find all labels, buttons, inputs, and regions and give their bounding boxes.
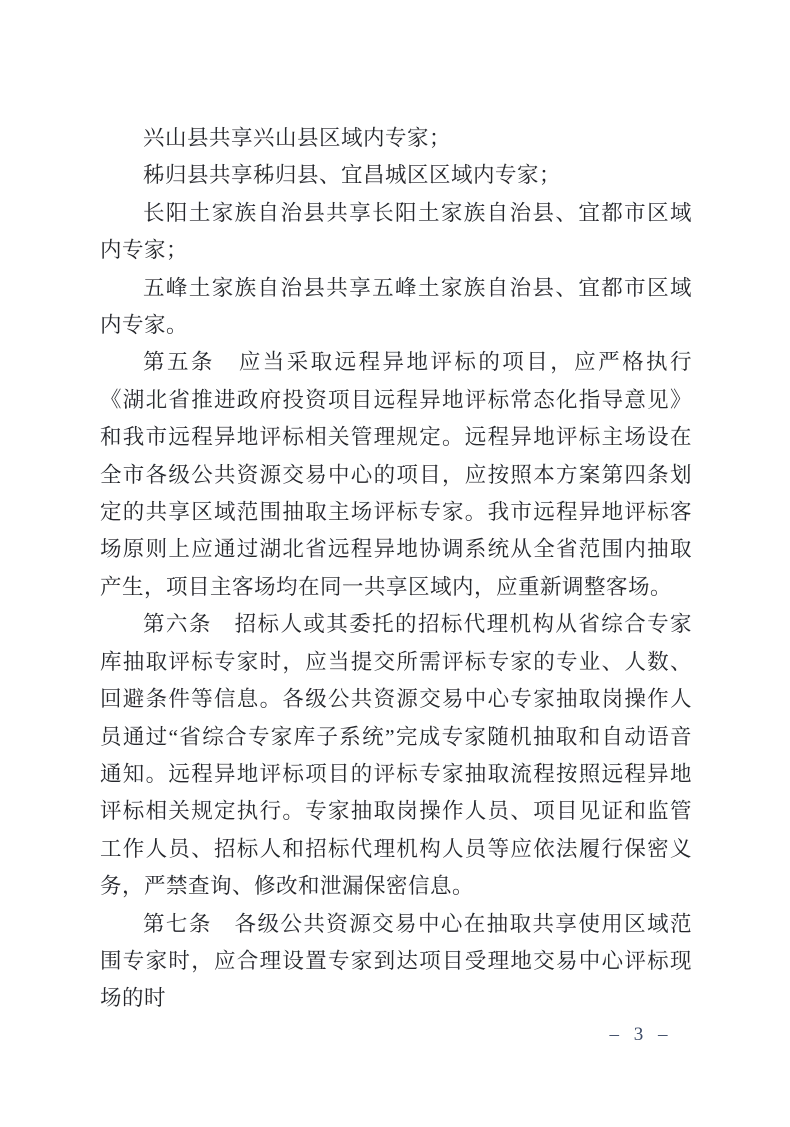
paragraph-xingshan: 兴山县共享兴山县区域内专家；	[143, 126, 452, 150]
document-body	[100, 120, 692, 1018]
paragraph-zigui: 秭归县共享秭归县、宜昌城区区域内专家；	[143, 163, 562, 188]
paragraph-changyang: 长阳土家族自治县共享长阳土家族自治县、宜都市区域内专家；	[100, 200, 692, 263]
paragraph-article-6: 第六条 招标人或其委托的招标代理机构从省综合专家库抽取评标专家时，应当提交所需评标专家的专业、人数、回避条件等信息。各级公共资源交易中心专家抽取岗操作人员通过“省综合专家库子系统”完成专家随机抽取和自动语音通知。远程异地评标项目的评标专家抽取流程按照远程异地评标相关规定执行。专家抽取岗操作人员、项目见证和监管工作人员、招标人和招标代理机构人员等应依法履行保密义务，严禁查询、修改和泄漏保密信息。	[100, 612, 692, 899]
paragraph-article-7: 第七条 各级公共资源交易中心在抽取共享使用区域范围专家时，应合理设置专家到达项目受理地交易中心评标现场的时	[100, 911, 692, 1011]
paragraph-article-5: 第五条 应当采取远程异地评标的项目，应严格执行《湖北省推进政府投资项目远程异地评标常态化指导意见》和我市远程异地评标相关管理规定。远程异地评标主场设在全市各级公共资源交易中心的项目，应按照本方案第四条划定的共享区域范围抽取主场评标专家。我市远程异地评标客场原则上应通过湖北省远程异地协调系统从全省范围内抽取产生，项目主客场均在同一共享区域内，应重新调整客场。	[100, 350, 692, 599]
page-number: – 3 –	[609, 1024, 673, 1045]
paragraph-wufeng: 五峰土家族自治县共享五峰土家族自治县、宜都市区域内专家。	[100, 275, 692, 338]
